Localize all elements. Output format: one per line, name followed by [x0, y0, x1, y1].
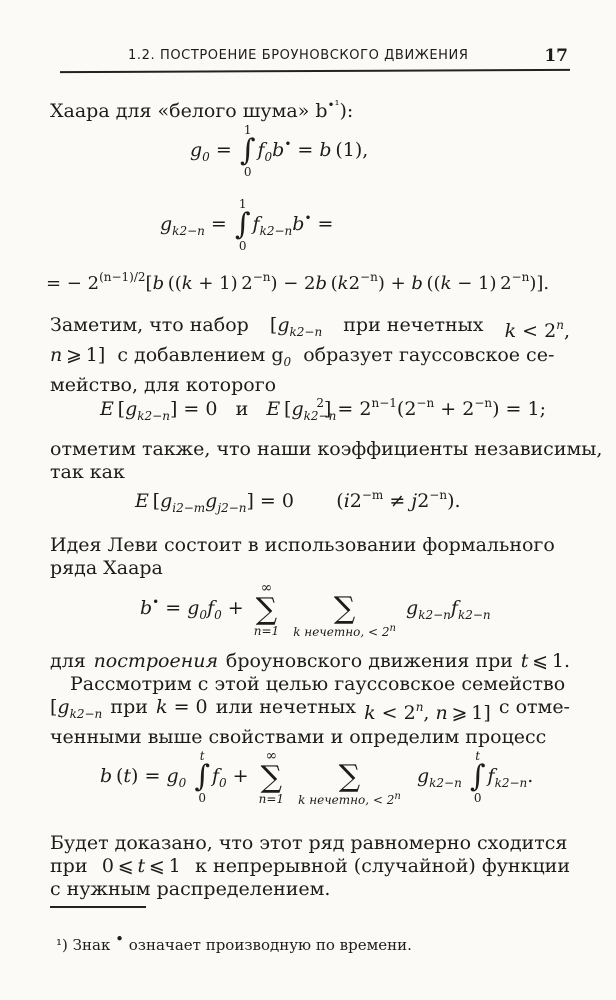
formula-g0: $g_0$ = 1 ∫ 0 $f_0b^• = b$ (1),: [190, 123, 369, 179]
text-line-haar-white-noise: Хаара для «белого шума» $b^{•^1}$):: [50, 98, 354, 122]
page-number: 17: [544, 46, 568, 66]
formula-expectations: E $[g_{k2-n}] = 0$ и E $[g_{k2-n}^2] = 2^{n-1}(2^{-n} + 2^{-n}) = 1$;: [100, 396, 547, 423]
running-title: 1.2. ПОСТРОЕНИЕ БРОУНОВСКОГО ДВИЖЕНИЯ: [128, 48, 469, 63]
formula-gk: $g_{k2-n}$ = 1 ∫ 0 $f_{k2-n}b^•$ =: [160, 197, 334, 253]
formula-long-expansion: = − $2^{(n-1)/2}[b$ ((k + 1) $2^{-n}) - 2b$ $(k2^{-n}) + b$ ((k − 1) $2^{-n}$)].: [46, 270, 550, 294]
paragraph-convergence: Будет доказано, что этот ряд равномерно сходится при 0 ⩽ t ⩽ 1 к непрерывной (случайной) функции с нужным распределением.: [50, 832, 570, 900]
running-head: [60, 46, 570, 74]
paragraph-independence: отметим также, что наши коэффициенты независимы, так как: [50, 438, 603, 483]
formula-independence: E $[g_{i2-m}g_{j2-n}] = 0$ $(i2^{-m} \ne j2^{-n})$.: [135, 488, 461, 515]
header-rule: [60, 69, 570, 73]
paragraph-note-family: Заметим, что набор [$g_{k2-n}$ при нечетных $k < 2^n$, n ⩾ 1] с добавлением $g_0$ образует гауссовское се- мейство, для которого: [50, 314, 570, 396]
footnote-rule: [50, 906, 146, 908]
formula-haar-series: $b^• = g_0f_0$ + ∞ ∑ n=1 ∑ k нечетно, < $2^n$ $g_{k2-n}f_{k2-n}$: [140, 580, 491, 639]
paragraph-construction: для построения броуновского движения при t ⩽ 1. Рассмотрим с этой целью гауссовское семейство [$g_{k2-n}$ при k = 0 или нечетных $k < 2^n$, n ⩾ 1] с отме- ченными выше свойствами и определим процесс: [50, 650, 570, 748]
paragraph-levy-idea: Идея Леви состоит в использовании формального ряда Хаара: [50, 534, 555, 579]
formula-process: b $(t) = g_0$ t ∫ 0 $f_0$ + ∞ ∑ n=1 ∑ k нечетно, < $2^n$ $g_{k2-n}$ t ∫ 0 $f_{k2-n}$.: [100, 748, 534, 807]
footnote: ¹) Знак • означает производную по времени.: [56, 930, 412, 954]
